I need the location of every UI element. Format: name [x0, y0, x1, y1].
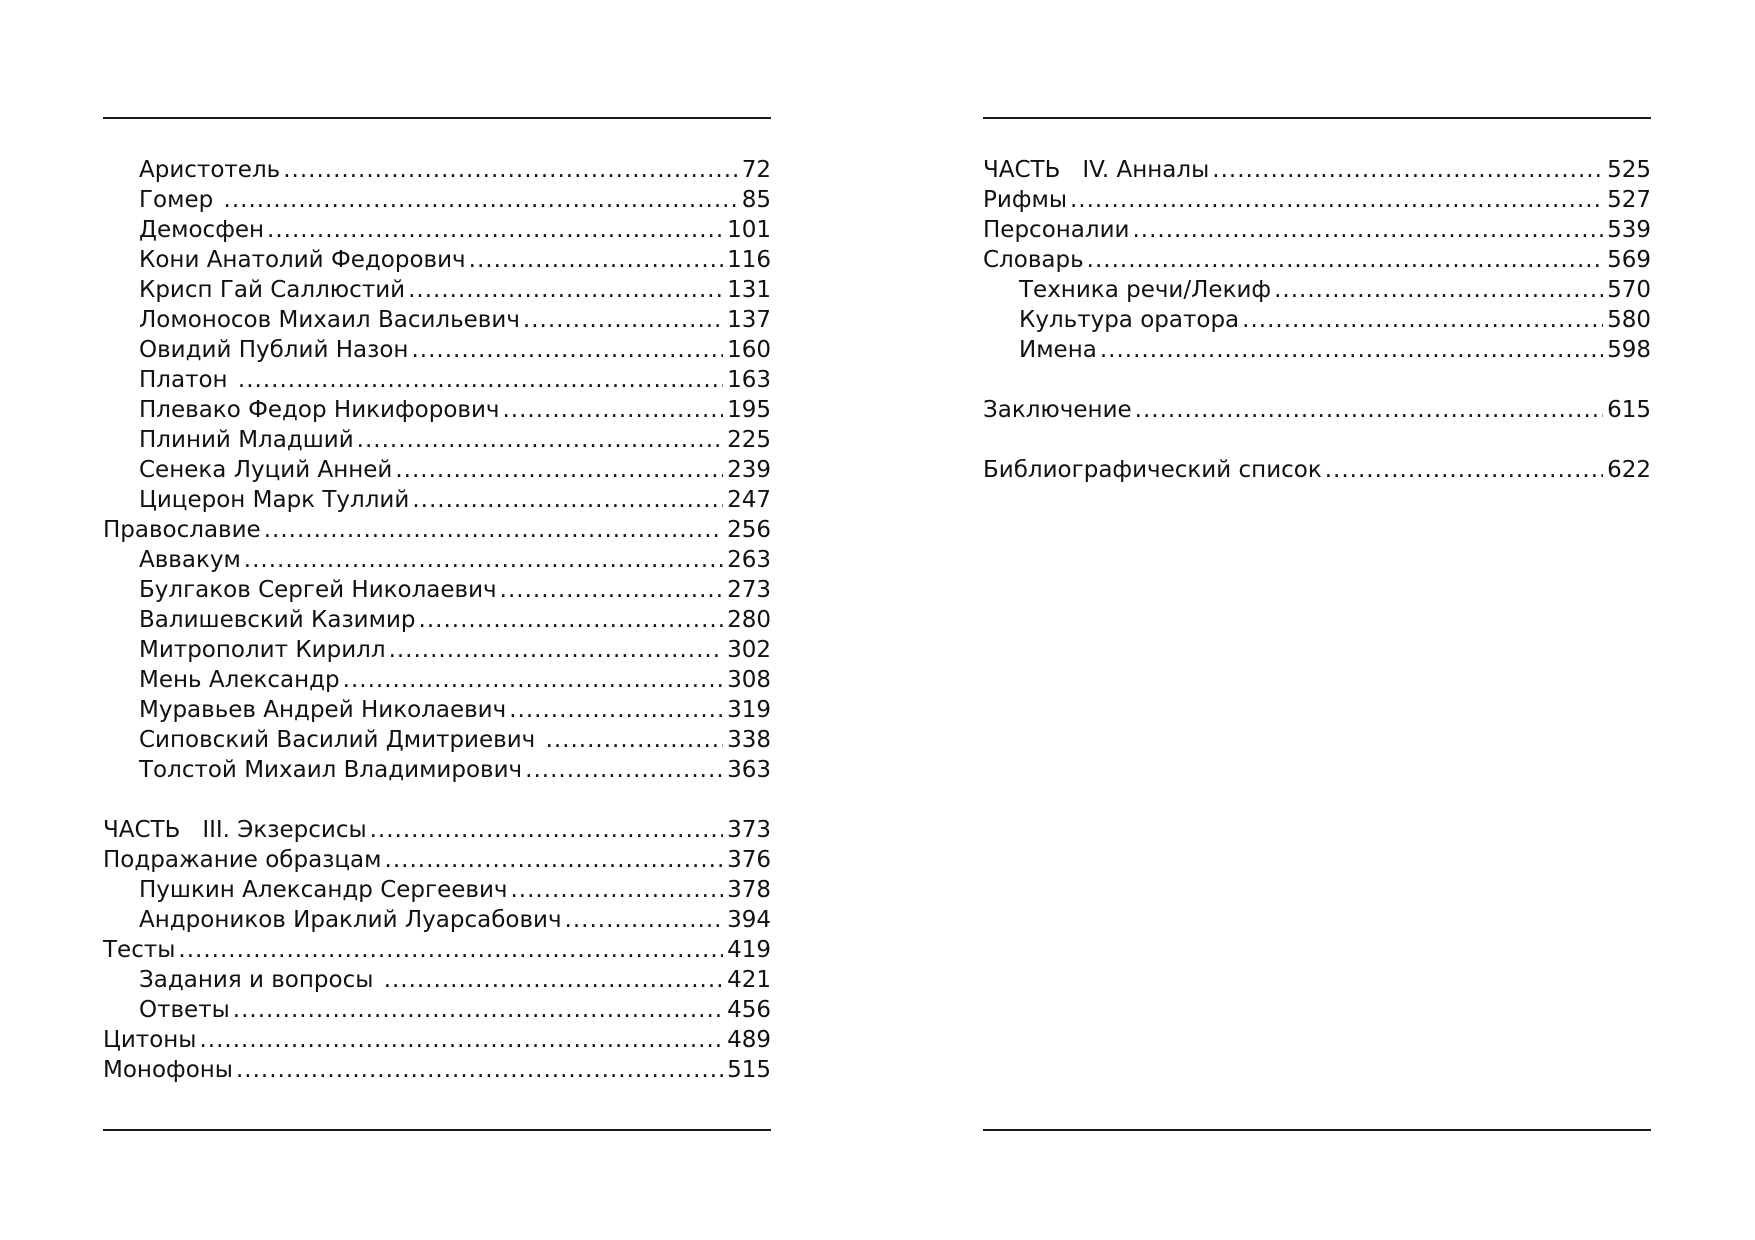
toc-entry-title: ЧАСТЬ III. Экзерсисы: [103, 817, 367, 843]
toc-entry-page-number: 247: [727, 487, 771, 513]
dot-leader: [523, 305, 723, 335]
toc-entry: [983, 275, 1651, 305]
toc-entry-title: Ломоносов Михаил Васильевич: [139, 307, 520, 333]
toc-entry-page-number: 363: [727, 757, 771, 783]
toc-entry-page-number: 622: [1607, 457, 1651, 483]
dot-leader: [267, 215, 723, 245]
toc-entry-title: Крисп Гай Саллюстий: [139, 277, 406, 303]
toc-entry-title: Валишевский Казимир: [139, 607, 416, 633]
toc-entry: [103, 395, 771, 425]
toc-entry-page-number: 239: [727, 457, 771, 483]
toc-entry-title: Цитоны: [103, 1027, 197, 1053]
dot-leader: [525, 755, 723, 785]
toc-entry-title: Мень Александр: [139, 667, 340, 693]
toc-entry-page-number: 515: [727, 1057, 771, 1083]
toc-entry-title: ЧАСТЬ IV. Анналы: [983, 157, 1210, 183]
toc-entry: [103, 755, 771, 785]
dot-leader: [236, 1055, 723, 1085]
toc-entry-page-number: 394: [727, 907, 771, 933]
toc-entry: [103, 905, 771, 935]
toc-entry: [103, 155, 771, 185]
toc-entry-title: Тесты: [103, 937, 176, 963]
toc-entry-page-number: 615: [1607, 397, 1651, 423]
dot-leader: [469, 245, 723, 275]
toc-entry: [103, 455, 771, 485]
toc-entry: [103, 635, 771, 665]
toc-entry: [103, 245, 771, 275]
toc-entry: [103, 515, 771, 545]
toc-entry-page-number: 101: [727, 217, 771, 243]
toc-entry: [983, 185, 1651, 215]
dot-leader: [1100, 335, 1603, 365]
toc-entry-page-number: 160: [727, 337, 771, 363]
toc-entry-title: Плевако Федор Никифорович: [139, 397, 500, 423]
toc-entry: [103, 995, 771, 1025]
toc-entry-page-number: 525: [1607, 157, 1651, 183]
dot-leader: [1325, 455, 1603, 485]
toc-entry: [103, 935, 771, 965]
dot-leader: [199, 1025, 723, 1055]
toc-entry-page-number: 302: [727, 637, 771, 663]
toc-entry-title: Словарь: [983, 247, 1084, 273]
toc-list: [983, 155, 1651, 485]
toc-entry-page-number: 308: [727, 667, 771, 693]
dot-leader: [565, 905, 724, 935]
toc-entry-page-number: 378: [727, 877, 771, 903]
toc-entry-page-number: 263: [727, 547, 771, 573]
top-rule: [103, 117, 771, 119]
dot-leader: [1133, 215, 1604, 245]
left-page: [103, 0, 771, 1240]
toc-entry-title: Андроников Ираклий Луарсабович: [139, 907, 562, 933]
toc-entry-page-number: 256: [727, 517, 771, 543]
bottom-rule: [103, 1129, 771, 1131]
toc-entry-title: Плиний Младший: [139, 427, 354, 453]
toc-entry: [103, 575, 771, 605]
toc-entry: [103, 845, 771, 875]
dot-leader: [370, 815, 723, 845]
dot-leader: [178, 935, 723, 965]
toc-entry: [103, 305, 771, 335]
dot-leader: [412, 485, 723, 515]
dot-leader: [238, 365, 723, 395]
toc-entry-page-number: 456: [727, 997, 771, 1023]
dot-leader: [283, 155, 738, 185]
dot-leader: [411, 335, 723, 365]
dot-leader: [357, 425, 723, 455]
toc-entry: [103, 425, 771, 455]
toc-entry: [103, 815, 771, 845]
toc-entry: [103, 275, 771, 305]
toc-entry: [983, 395, 1651, 425]
dot-leader: [389, 635, 724, 665]
toc-entry-page-number: 163: [727, 367, 771, 393]
toc-entry-title: Задания и вопросы: [139, 967, 381, 993]
toc-entry-page-number: 131: [727, 277, 771, 303]
toc-entry: [103, 545, 771, 575]
dot-leader: [546, 725, 724, 755]
toc-entry-title: Гомер: [139, 187, 221, 213]
toc-entry-title: Рифмы: [983, 187, 1067, 213]
dot-leader: [1070, 185, 1603, 215]
toc-entry-page-number: 273: [727, 577, 771, 603]
dot-leader: [408, 275, 723, 305]
toc-entry-page-number: 376: [727, 847, 771, 873]
toc-entry: [983, 215, 1651, 245]
dot-leader: [1135, 395, 1603, 425]
dot-leader: [419, 605, 724, 635]
toc-entry: [103, 215, 771, 245]
toc-entry-title: Кони Анатолий Федорович: [139, 247, 466, 273]
toc-entry-page-number: 137: [727, 307, 771, 333]
toc-entry-page-number: 195: [727, 397, 771, 423]
toc-entry-title: Культура оратора: [1019, 307, 1240, 333]
toc-entry-title: Толстой Михаил Владимирович: [139, 757, 523, 783]
toc-entry-page-number: 580: [1607, 307, 1651, 333]
dot-leader: [1087, 245, 1603, 275]
toc-entry: [983, 245, 1651, 275]
toc-entry-page-number: 338: [727, 727, 771, 753]
toc-entry: [103, 965, 771, 995]
toc-entry: [983, 305, 1651, 335]
toc-entry-title: Платон: [139, 367, 235, 393]
dot-leader: [1242, 305, 1603, 335]
toc-entry-title: Сиповский Василий Дмитриевич: [139, 727, 543, 753]
dot-leader: [224, 185, 738, 215]
toc-entry-page-number: 225: [727, 427, 771, 453]
dot-leader: [264, 515, 723, 545]
toc-entry-title: Демосфен: [139, 217, 265, 243]
dot-leader: [503, 395, 724, 425]
toc-entry-page-number: 373: [727, 817, 771, 843]
dot-leader: [384, 965, 723, 995]
toc-entry-page-number: 421: [727, 967, 771, 993]
toc-spacer: [983, 365, 1651, 395]
toc-entry-title: Имена: [1019, 337, 1097, 363]
toc-entry-title: Православие: [103, 517, 261, 543]
toc-list: [103, 155, 771, 1085]
toc-entry-title: Цицерон Марк Туллий: [139, 487, 410, 513]
dot-leader: [500, 575, 723, 605]
toc-entry-title: Ответы: [139, 997, 230, 1023]
dot-leader: [1212, 155, 1603, 185]
dot-leader: [244, 545, 723, 575]
toc-entry-title: Аввакум: [139, 547, 241, 573]
toc-entry-page-number: 116: [727, 247, 771, 273]
toc-entry: [103, 665, 771, 695]
toc-entry-page-number: 489: [727, 1027, 771, 1053]
toc-entry: [983, 455, 1651, 485]
toc-spacer: [983, 425, 1651, 455]
toc-entry-page-number: 598: [1607, 337, 1651, 363]
toc-entry-page-number: 569: [1607, 247, 1651, 273]
toc-entry: [103, 725, 771, 755]
toc-entry-page-number: 280: [727, 607, 771, 633]
toc-entry: [103, 485, 771, 515]
toc-entry: [983, 155, 1651, 185]
toc-entry-title: Аристотель: [139, 157, 281, 183]
toc-entry-title: Овидий Публий Назон: [139, 337, 409, 363]
toc-entry-page-number: 527: [1607, 187, 1651, 213]
toc-spacer: [103, 785, 771, 815]
toc-entry-title: Сенека Луций Анней: [139, 457, 393, 483]
dot-leader: [233, 995, 723, 1025]
toc-entry-title: Монофоны: [103, 1057, 233, 1083]
toc-entry-title: Подражание образцам: [103, 847, 382, 873]
toc-entry: [103, 875, 771, 905]
toc-entry: [103, 365, 771, 395]
toc-entry-title: Булгаков Сергей Николаевич: [139, 577, 497, 603]
toc-entry-page-number: 570: [1607, 277, 1651, 303]
toc-entry-title: Пушкин Александр Сергеевич: [139, 877, 508, 903]
toc-entry-page-number: 85: [741, 187, 771, 213]
dot-leader: [343, 665, 723, 695]
bottom-rule: [983, 1129, 1651, 1131]
toc-entry-page-number: 319: [727, 697, 771, 723]
toc-entry-title: Персоналии: [983, 217, 1130, 243]
toc-entry-title: Техника речи/Лекиф: [1019, 277, 1272, 303]
toc-entry-title: Библиографический список: [983, 457, 1322, 483]
toc-entry-page-number: 72: [741, 157, 771, 183]
dot-leader: [395, 455, 723, 485]
toc-entry-title: Муравьев Андрей Николаевич: [139, 697, 507, 723]
toc-entry: [103, 605, 771, 635]
dot-leader: [1274, 275, 1603, 305]
toc-entry: [983, 335, 1651, 365]
toc-entry-title: Митрополит Кирилл: [139, 637, 386, 663]
toc-entry-title: Заключение: [983, 397, 1132, 423]
top-rule: [983, 117, 1651, 119]
toc-entry: [103, 1025, 771, 1055]
toc-entry: [103, 185, 771, 215]
toc-entry: [103, 335, 771, 365]
dot-leader: [511, 875, 724, 905]
toc-entry: [103, 1055, 771, 1085]
toc-entry-page-number: 539: [1607, 217, 1651, 243]
dot-leader: [509, 695, 723, 725]
right-page: [983, 0, 1651, 1240]
toc-entry: [103, 695, 771, 725]
toc-entry-page-number: 419: [727, 937, 771, 963]
dot-leader: [385, 845, 724, 875]
